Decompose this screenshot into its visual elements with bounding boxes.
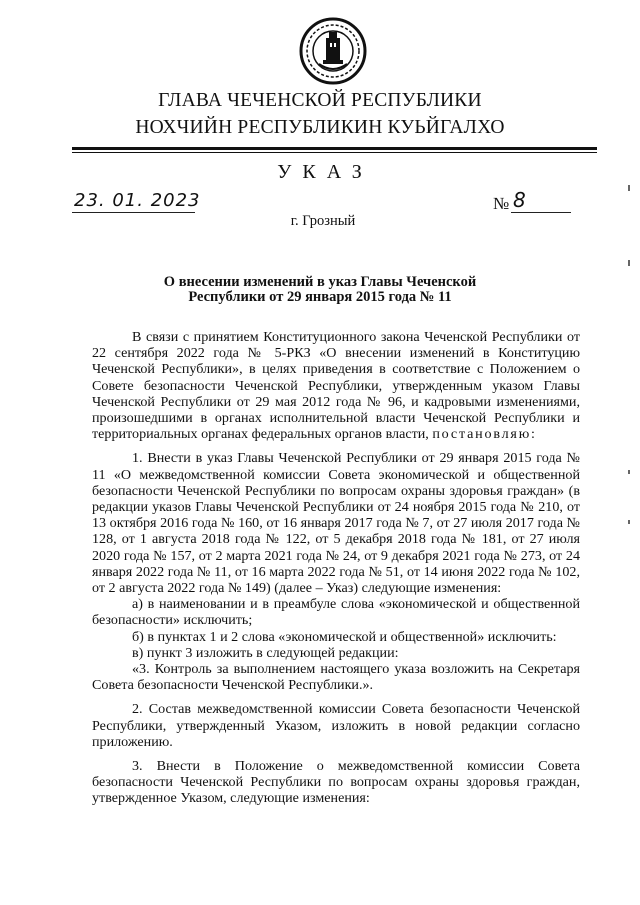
decree-word: постановляю:	[432, 426, 537, 443]
item-1c: в) пункт 3 изложить в следующей редакции:	[132, 644, 399, 661]
document-body	[92, 329, 580, 807]
header-rule-thick	[72, 147, 597, 150]
document-number: 8	[513, 188, 526, 212]
item-1b: б) в пунктах 1 и 2 слова «экономической и общественной» исключить:	[132, 628, 557, 645]
scan-margin-mark	[628, 520, 630, 524]
preamble-paragraph	[92, 329, 580, 442]
issuer-heading-russian: ГЛАВА ЧЕЧЕНСКОЙ РЕСПУБЛИКИ	[158, 90, 482, 111]
document-title	[120, 275, 520, 305]
item-1a: а) в наименовании и в преамбуле слова «экономической и общественной безопасности» исключить;	[92, 596, 580, 629]
preamble-text: В связи с принятием Конституционного закона Чеченской Республики от 22 сентября 2022 года № 5-РКЗ «О внесении изменений в Конституцию Чеченской Республики», в целях приведения в соответствие с Положением о Совете безопасности Чеченской Республики, утвержденным указом Главы Чеченской Республики от 29 мая 2012 года № 96, и кадровыми изменениями, произошедшими в органах исполнительной власти Чеченской Республики и территориальных органах федеральных органов власти,	[92, 329, 580, 443]
title-line-2: Республики от 29 января 2015 года № 11	[188, 289, 452, 305]
scan-margin-mark	[628, 260, 630, 266]
item-2: 2. Состав межведомственной комиссии Совета безопасности Чеченской Республики, утвержденный Указом, изложить в новой редакции согласно приложению.	[92, 701, 580, 750]
item-3: 3. Внести в Положение о межведомственной комиссии Совета безопасности Чеченской Республики по вопросам охраны здоровья граждан, утвержденное Указом, следующие изменения:	[92, 758, 580, 807]
document-type: УКАЗ	[277, 161, 373, 183]
header-rule-thin	[72, 152, 597, 153]
issuer-heading-chechen: НОХЧИЙН РЕСПУБЛИКИН КУЬЙГАЛХО	[135, 117, 505, 138]
number-label: №	[493, 194, 510, 213]
item-1: 1. Внести в указ Главы Чеченской Республики от 29 января 2015 года № 11 «О межведомственной комиссии Совета экономической и общественной безопасности Чеченской Республики по вопросам охраны здоровья граждан» (в редакции указов Главы Чеченской Республики от 24 ноября 2015 года № 210, от 13 октября 2016 года № 160, от 16 января 2017 года № 7, от 27 июля 2017 года № 128, от 1 августа 2018 года № 122, от 5 декабря 2018 года № 181, от 27 июля 2020 года № 157, от 2 марта 2021 года № 24, от 9 декабря 2021 года № 273, от 24 января 2022 года № 11, от 16 марта 2022 года № 51, от 14 июня 2022 года № 102, от 2 августа 2022 года № 149) (далее – Указ) следующие изменения:	[92, 450, 580, 597]
scan-margin-mark	[628, 185, 630, 191]
coat-of-arms-emblem	[299, 16, 367, 86]
city: г. Грозный	[290, 213, 356, 229]
scan-margin-mark	[628, 470, 630, 474]
title-line-1: О внесении изменений в указ Главы Чеченской	[163, 274, 477, 290]
document-date: 23. 01. 2023	[74, 190, 201, 211]
item-1c-text: «3. Контроль за выполнением настоящего указа возложить на Секретаря Совета безопасности Чеченской Республики.».	[92, 661, 580, 694]
